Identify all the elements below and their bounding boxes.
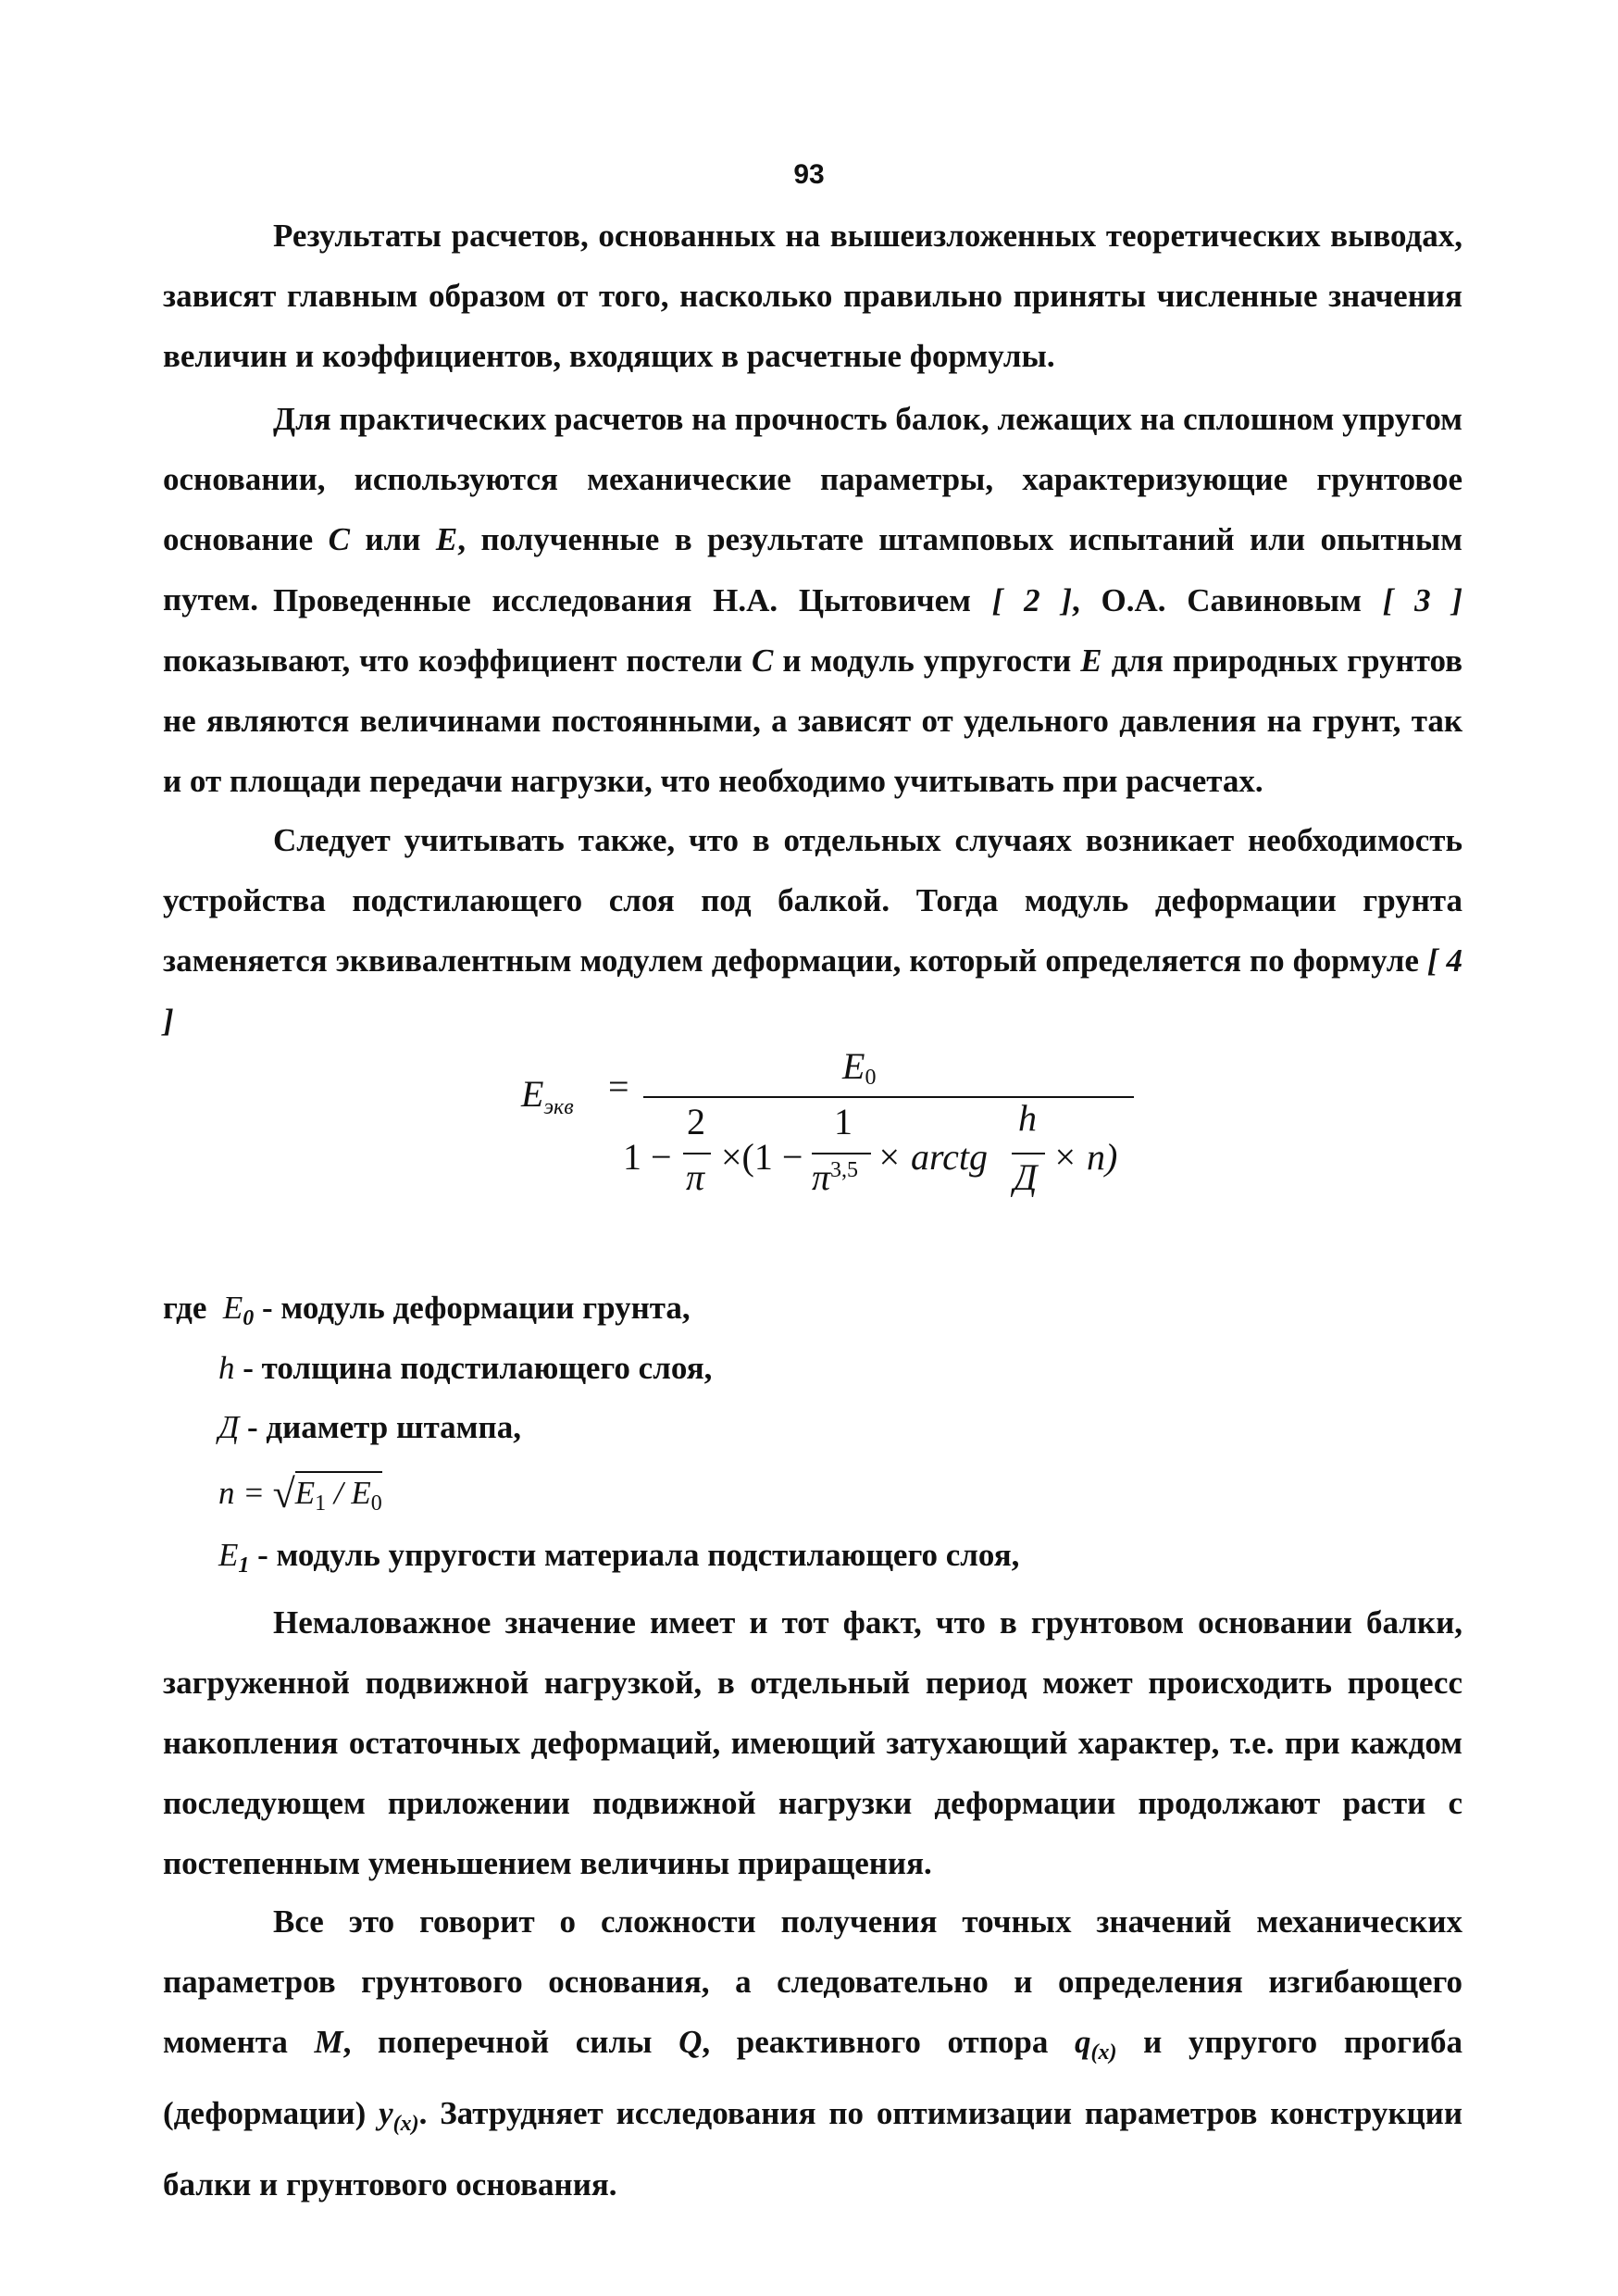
definition-d-symbol: Д (218, 1409, 240, 1445)
formula-pi-base: π (812, 1156, 831, 1198)
formula-two: 2 (687, 1101, 705, 1142)
paragraph-6-text-e: . Затрудняет исследования по оптимизации параметров конструкции балки и грунтового основания. (163, 2095, 1462, 2202)
formula-one: 1 (834, 1101, 853, 1142)
formula-two-pi-bar (683, 1153, 711, 1154)
definition-e0-symbol: E (222, 1290, 243, 1326)
formula-one-minus: 1 − (623, 1136, 672, 1178)
paragraph-2-text-b: или (349, 521, 436, 557)
formula-pi-power-bar (812, 1153, 871, 1154)
symbol-q: Q (678, 2024, 703, 2060)
paragraph-3-text-d: и модуль упругости (773, 643, 1081, 679)
symbol-yx: y (379, 2095, 393, 2131)
symbol-m: M (314, 2024, 343, 2060)
page-number: 93 (793, 159, 825, 190)
definition-d-text: - диаметр штампа, (239, 1409, 521, 1445)
definition-e1-sub: 1 (238, 1554, 250, 1578)
formula-lhs (521, 1072, 574, 1120)
definition-d (218, 1409, 521, 1446)
formula-arctg: × arctg (877, 1136, 988, 1178)
sqrt-sign: √ (272, 1471, 295, 1516)
definition-e0-text: - модуль деформации грунта, (254, 1290, 691, 1326)
formula-lhs-symbol: E (521, 1073, 544, 1115)
paragraph-1: Результаты расчетов, основанных на вышеизложенных теоретических выводах, зависят главным образом от того, насколько правильно приняты численные значения величин и коэффициентов, входящих в расчетные формулы. (163, 218, 1462, 374)
symbol-c: C (752, 643, 774, 679)
definition-n-radicand (294, 1471, 382, 1516)
paragraph-3 (163, 570, 1462, 811)
definition-n-e1-sub: 1 (315, 1491, 327, 1516)
paragraph-3-text-a: Проведенные исследования Н.А. Цытовичем (273, 582, 992, 618)
definition-n (218, 1470, 382, 1517)
symbol-yx-sub: (x) (392, 2112, 419, 2136)
definition-e1-text: - модуль упругости материала подстилающего слоя, (249, 1537, 1020, 1573)
paragraph-2-text-a: Для практических расчетов на прочность балок, лежащих на сплошном упругом основании, используются механические параметры, характеризующие грунтовое основание (163, 401, 1462, 557)
formula-times-n: × n) (1052, 1136, 1118, 1178)
formula-times-open: ×(1 − (721, 1136, 803, 1178)
definition-intro: где (163, 1290, 207, 1326)
formula-d: Д (1014, 1156, 1038, 1198)
definition-e1-symbol: E (218, 1537, 239, 1573)
formula-h: h (1018, 1097, 1037, 1139)
paragraph-6-text-a: Все это говорит о сложности получения точных значений механических параметров грунтового основания, а следовательно и определения изгибающего момента (163, 1903, 1462, 2060)
formula-power: 3,5 (830, 1158, 859, 1182)
formula-numerator-sub: 0 (865, 1066, 877, 1090)
paragraph-6 (163, 1891, 1462, 2215)
formula-h-d-bar (1012, 1153, 1045, 1154)
definition-e0-sub: 0 (243, 1306, 255, 1330)
formula-numerator (842, 1044, 876, 1091)
formula-pi: π (686, 1156, 705, 1198)
formula-numerator-symbol: E (842, 1045, 865, 1087)
definition-n-lhs: n = (218, 1475, 265, 1511)
equivalent-modulus-formula (514, 1044, 1143, 1225)
definition-e1 (218, 1537, 1019, 1578)
paragraph-3-text-e: для природных грунтов не являются величинами постоянными, а зависят от удельного давления на грунт, так и от площади передачи нагрузки, что необходимо учитывать при расчетах. (163, 643, 1462, 799)
symbol-c: C (328, 521, 350, 557)
formula-pi-power (812, 1155, 858, 1199)
definition-e0 (163, 1290, 691, 1331)
reference-2: [ 2 ] (991, 582, 1073, 618)
symbol-e: E (435, 521, 458, 557)
formula-equals: = (608, 1066, 629, 1107)
symbol-qx: q (1075, 2024, 1091, 2060)
paragraph-4 (163, 810, 1462, 1051)
paragraph-3-text-b: , О.А. Савиновым (1072, 582, 1383, 618)
paragraph-4-text-a: Следует учитывать также, что в отдельных случаях возникает необходимость устройства подстилающего слоя под балкой. Тогда модуль деформации грунта заменяется эквивалентным модулем деформации, который определяется по формуле (163, 822, 1462, 979)
paragraph-6-text-b: , поперечной силы (342, 2024, 679, 2060)
definition-h-symbol: h (218, 1350, 235, 1386)
paragraph-3-text-c: показывают, что коэффициент постели (163, 643, 753, 679)
formula-main-bar (643, 1096, 1134, 1098)
definition-n-div: / E (326, 1475, 371, 1511)
paragraph-5: Немаловажное значение имеет и тот факт, что в грунтовом основании балки, загруженной подвижной нагрузкой, в отдельный период может происходить процесс накопления остаточных деформаций, имеющий затухающий характер, т.е. при каждом последующем приложении подвижной нагрузки деформации продолжают расти с постепенным уменьшением величины приращения. (163, 1604, 1462, 1881)
definition-h-text: - толщина подстилающего слоя, (234, 1350, 713, 1386)
symbol-qx-sub: (x) (1090, 2040, 1117, 2065)
paragraph-6-text-d: и упругого прогиба (деформации) (163, 2024, 1463, 2131)
symbol-e: E (1080, 643, 1102, 679)
reference-3: [ 3 ] (1382, 582, 1463, 618)
paragraph-2-text-d: , полученные в результате штамповых испытаний или опытным путем. (163, 521, 1463, 618)
definition-n-e0-sub: 0 (370, 1491, 382, 1516)
definition-n-e1: E (294, 1475, 316, 1511)
definition-h (218, 1350, 712, 1387)
reference-4: [ 4 ] (163, 942, 1462, 1039)
paragraph-6-text-c: , реактивного отпора (702, 2024, 1076, 2060)
formula-lhs-sub: экв (543, 1095, 574, 1119)
